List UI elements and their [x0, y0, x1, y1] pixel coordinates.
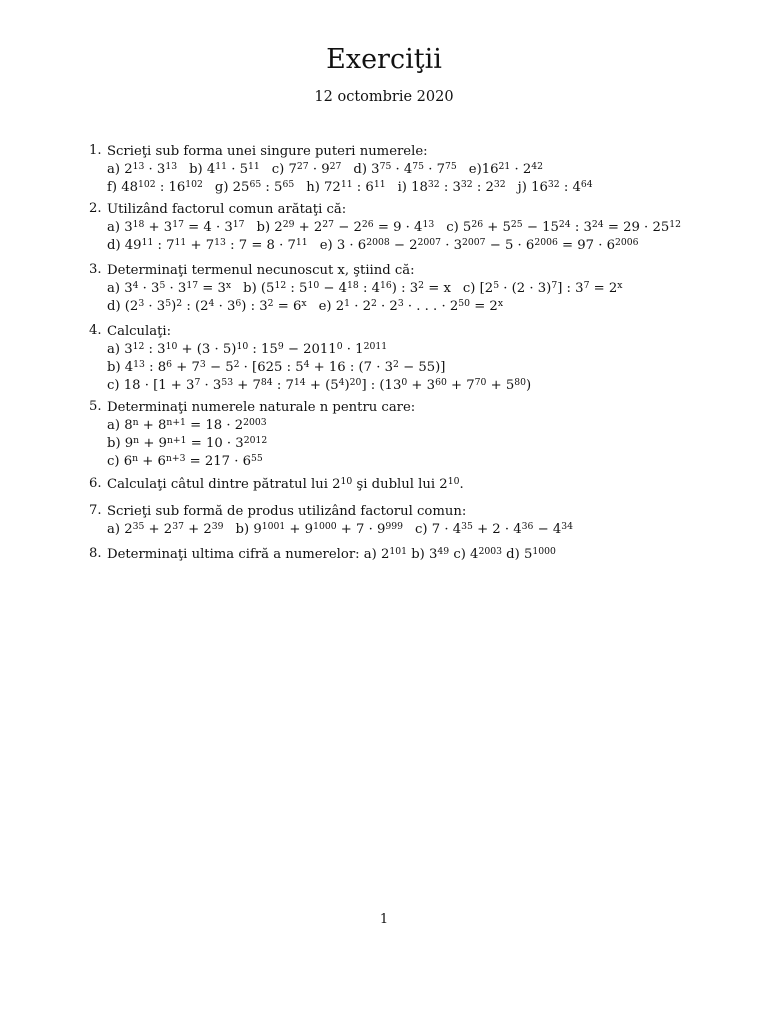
exercise-prompt: Calculaţi câtul dintre pătratul lui $2^{10}$ şi dublul lui $2^{10}$.: [107, 475, 464, 492]
exercise-subline: [107, 341, 531, 359]
exercise-item: c) $[2^5 \cdot (2 \cdot 3)^7]$ : $3^7 = 2^x$: [462, 279, 623, 296]
exercise-prompt: Calculaţi:: [107, 324, 172, 339]
exercise-item: b) $9^n + 9^{n+1} = 10 \cdot 3^{2012}$: [107, 434, 268, 451]
exercise-subline: [107, 417, 415, 435]
exercise-subline: [107, 237, 681, 255]
exercise-item: c) $18 \cdot [1 + 3^7 \cdot 3^{53} + 7^{84}$ : $7^{14} + (5^4)^{20}$] : $(13^0 + 3^{60} + 7^{70} + 5^{80})$: [107, 376, 532, 393]
exercise-item: d) $(2^3 \cdot 3^5)^2$ : $(2^4 \cdot 3^6)$ : $3^2 = 6^x$: [107, 297, 307, 314]
exercise-number: 2.: [89, 201, 102, 216]
exercise-item: a) $2^{13} \cdot 3^{13}$: [107, 160, 178, 177]
exercise-body: [107, 399, 415, 471]
exercise-number: 6.: [89, 476, 102, 491]
exercise-item: j) $16^{32}$ : $4^{64}$: [517, 178, 593, 195]
exercise-number: 1.: [89, 143, 102, 158]
exercise-prompt: Scrieţi sub forma unei singure puteri numerele:: [107, 144, 428, 159]
exercise-item: e) $2^1 \cdot 2^2 \cdot 2^3$ · . . . · $2^{50} = 2^x$: [318, 297, 504, 314]
exercise-item: a) $8^n + 8^{n+1} = 18 \cdot 2^{2003}$: [107, 416, 267, 433]
exercise-item: b) $4^{11} \cdot 5^{11}$: [189, 160, 260, 177]
exercise-item: d) $3^{75} \cdot 4^{75} \cdot 7^{75}$: [353, 160, 457, 177]
exercise-body: [107, 323, 531, 395]
exercise-prompt: Determinaţi termenul necunoscut x, ştiind că:: [107, 263, 415, 278]
exercise-item: f) $48^{102}$ : $16^{102}$: [107, 178, 203, 195]
exercise-prompt: Utilizând factorul comun arătaţi că:: [107, 202, 347, 217]
exercise-subline: [107, 521, 573, 539]
exercise-item: b) $9^{1001} + 9^{1000} + 7 \cdot 9^{999}$: [235, 520, 404, 537]
exercise-item: a) $2^{35} + 2^{37} + 2^{39}$: [107, 520, 224, 537]
exercise-body: [107, 262, 623, 316]
exercise-body: [107, 143, 593, 197]
exercise-number: 5.: [89, 399, 102, 414]
exercise-item: a) $3^{18} + 3^{17} = 4 \cdot 3^{17}$: [107, 218, 245, 235]
page-title: Exerciţii: [326, 44, 442, 75]
exercise-item: a) $3^4 \cdot 3^5 \cdot 3^{17} = 3^x$: [107, 279, 232, 296]
exercise-body: [107, 546, 556, 564]
exercise-item: h) $72^{11}$ : $6^{11}$: [306, 178, 386, 195]
exercise-number: 8.: [89, 546, 102, 561]
exercise-subline: [107, 219, 681, 237]
exercise-subline: [107, 377, 531, 395]
exercise-prompt: Scrieţi sub formă de produs utilizând factorul comun:: [107, 504, 467, 519]
exercise-number: 4.: [89, 323, 102, 338]
exercise-item: i) $18^{32}$ : $3^{32}$ : $2^{32}$: [397, 178, 506, 195]
exercise-body: [107, 476, 464, 494]
exercise-subline: [107, 435, 415, 453]
exercise-item: a) $3^{12}$ : $3^{10} + (3 \cdot 5)^{10}$ : $15^9 - 2011^0 \cdot 1^{2011}$: [107, 340, 388, 357]
exercise-prompt: Determinaţi ultima cifră a numerelor: a) $2^{101}$ b) $3^{49}$ c) $4^{2003}$ d) $5^{1000}$: [107, 545, 556, 562]
exercise-item: b) ($5^{12}$ : $5^{10} - 4^{18}$ : $4^{16}$) : $3^2 = x$: [243, 279, 451, 296]
exercise-item: b) $4^{13}$ : $8^6 + 7^3 - 5^2 \cdot [625$ : $5^4 + 16$ : $(7 \cdot 3^2 - 55)$]: [107, 358, 446, 375]
exercise-body: [107, 503, 573, 539]
exercise-number: 3.: [89, 262, 102, 277]
exercise-item: e) $3 \cdot 6^{2008} - 2^{2007} \cdot 3^{2007} - 5 \cdot 6^{2006} = 97 \cdot 6^{2006}$: [319, 236, 639, 253]
exercise-item: c) $7^{27} \cdot 9^{27}$: [271, 160, 342, 177]
exercise-item: b) $2^{29} + 2^{27} - 2^{26} = 9 \cdot 4^{13}$: [256, 218, 435, 235]
exercise-prompt: Determinaţi numerele naturale n pentru care:: [107, 400, 416, 415]
exercise-item: c) $7 \cdot 4^{35} + 2 \cdot 4^{36} - 4^{34}$: [415, 520, 574, 537]
exercise-item: $e)16^{21} \cdot 2^{42}$: [468, 160, 544, 177]
exercise-item: c) $6^n + 6^{n+3} = 217 \cdot 6^{55}$: [107, 452, 263, 469]
exercise-subline: [107, 280, 623, 298]
exercise-item: g) $25^{65}$ : $5^{65}$: [214, 178, 295, 195]
exercise-subline: [107, 298, 623, 316]
exercise-subline: [107, 161, 593, 179]
exercise-number: 7.: [89, 503, 102, 518]
exercise-subline: [107, 179, 593, 197]
exercise-item: d) $49^{11}$ : $7^{11} + 7^{13}$ : $7 = 8 \cdot 7^{11}$: [107, 236, 308, 253]
document-date: 12 octombrie 2020: [314, 89, 454, 105]
exercise-body: [107, 201, 681, 255]
page-number: 1: [379, 912, 389, 927]
exercise-item: c) $5^{26} + 5^{25} - 15^{24}$ : $3^{24} = 29 \cdot 25^{12}$: [446, 218, 681, 235]
exercise-subline: [107, 453, 415, 471]
exercise-subline: [107, 359, 531, 377]
